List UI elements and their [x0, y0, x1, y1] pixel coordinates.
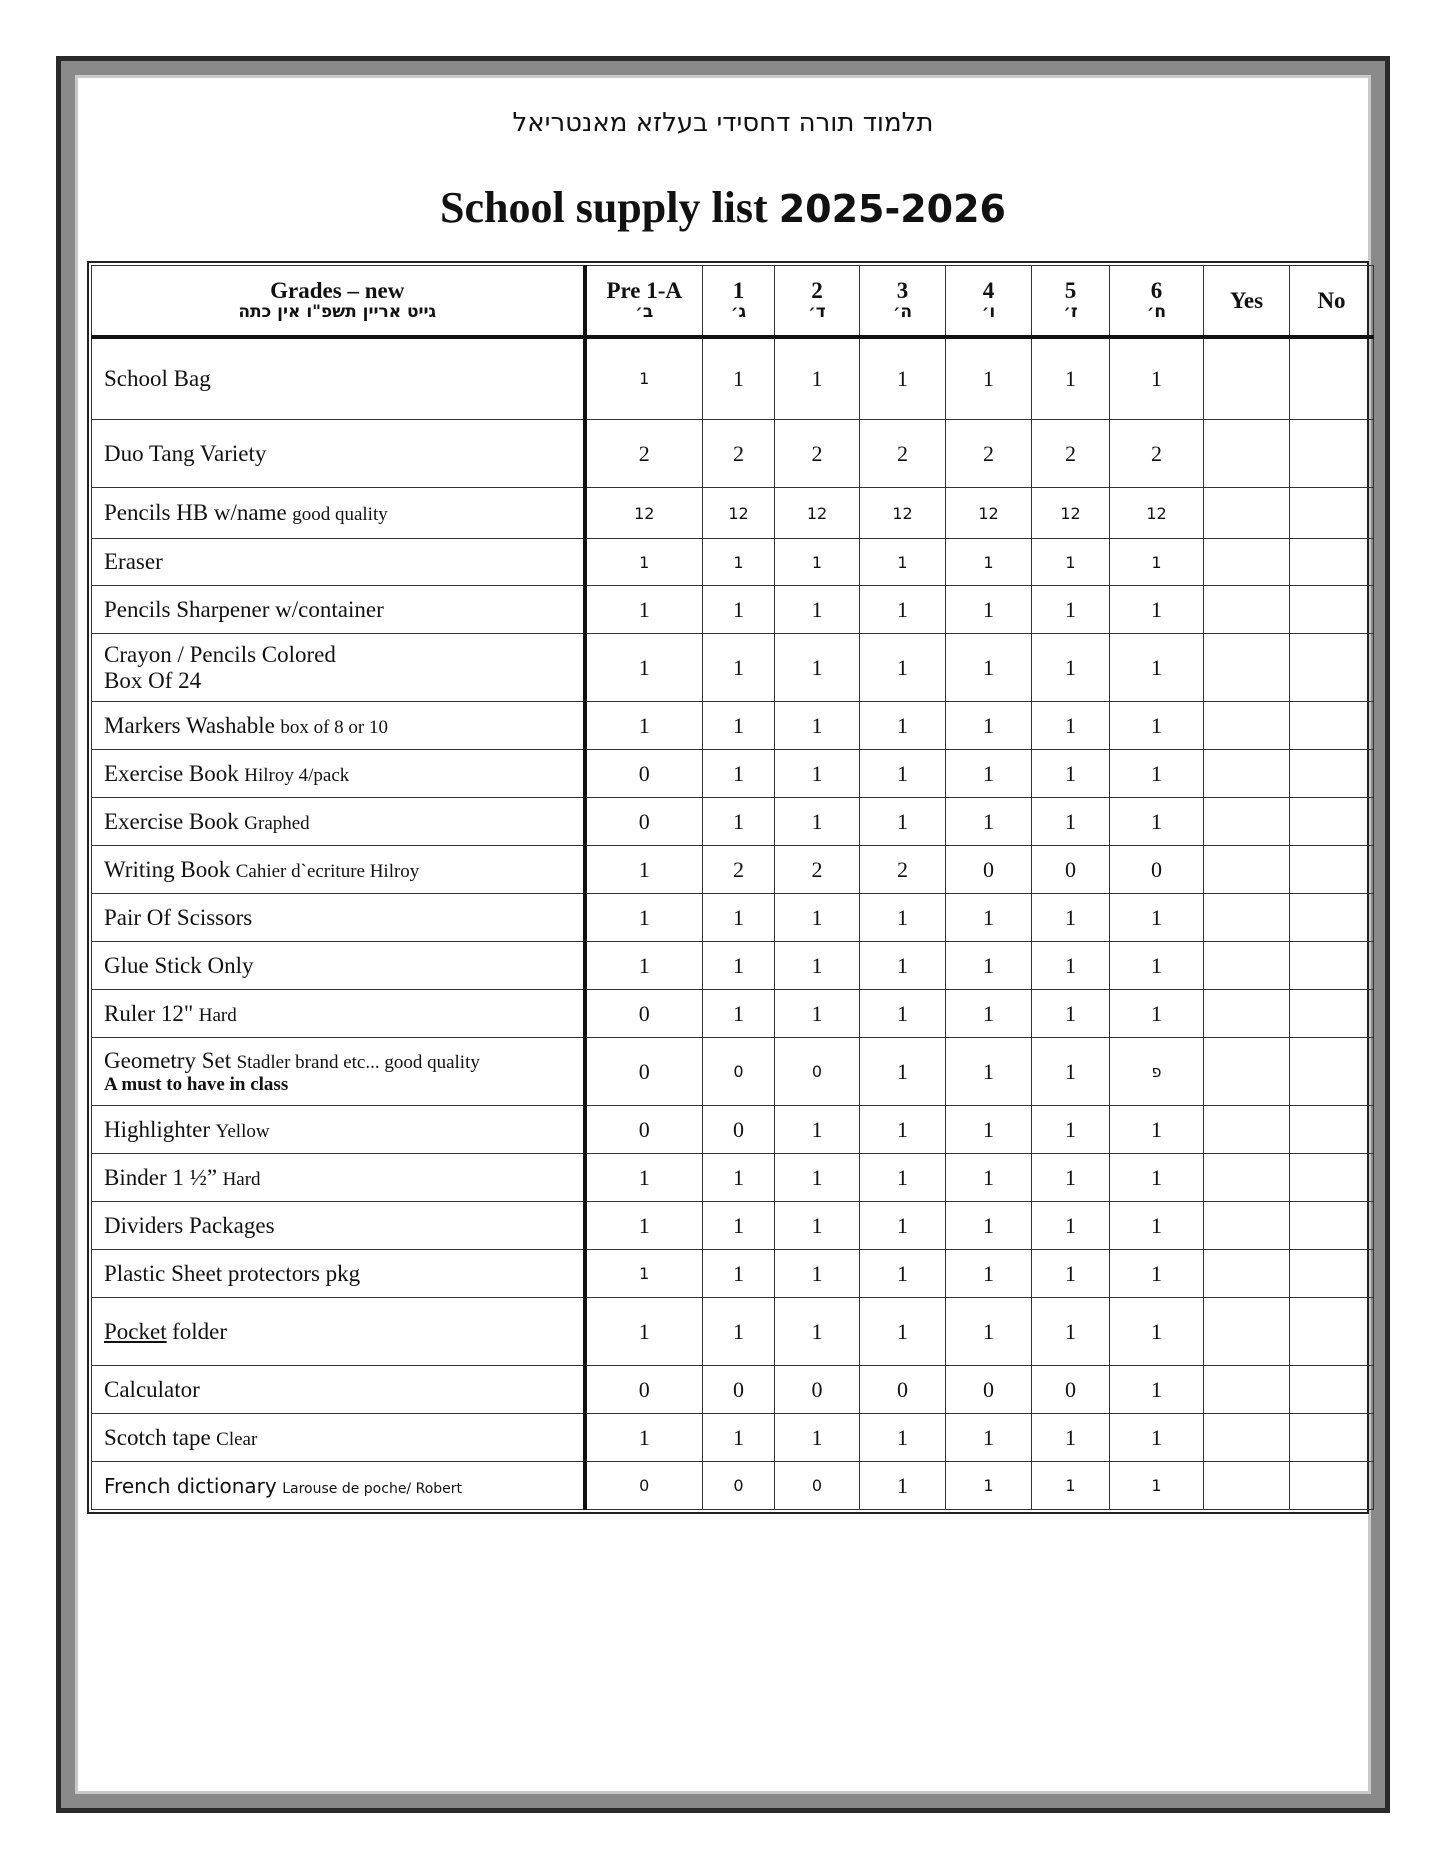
qty-cell: 0: [585, 1462, 703, 1510]
qty-cell: 1: [860, 894, 946, 942]
qty-cell: 1: [1032, 1414, 1110, 1462]
col-header-grade-3: 3 ה׳: [860, 266, 946, 337]
qty-cell: 1: [703, 1202, 775, 1250]
yes-checkbox-cell[interactable]: [1204, 942, 1290, 990]
no-checkbox-cell[interactable]: [1290, 1250, 1374, 1298]
col-header-grade-1: 1 ג׳: [703, 266, 775, 337]
header-row: [92, 266, 1374, 337]
qty-cell: 1: [860, 586, 946, 634]
no-checkbox-cell[interactable]: [1290, 1414, 1374, 1462]
qty-cell: 2: [860, 846, 946, 894]
qty-cell: 1: [1032, 1462, 1110, 1510]
no-checkbox-cell[interactable]: [1290, 1038, 1374, 1106]
qty-cell: 1: [775, 894, 860, 942]
table-row: [92, 1154, 1374, 1202]
qty-cell: 0: [1110, 846, 1204, 894]
qty-cell: 0: [1032, 846, 1110, 894]
qty-cell: 1: [1110, 586, 1204, 634]
yes-checkbox-cell[interactable]: [1204, 586, 1290, 634]
yes-checkbox-cell[interactable]: [1204, 990, 1290, 1038]
table-row: [92, 586, 1374, 634]
table-row: [92, 1038, 1374, 1106]
qty-cell: 0: [585, 798, 703, 846]
table-row: [92, 1414, 1374, 1462]
qty-cell: 1: [585, 942, 703, 990]
item-cell: Highlighter Yellow: [92, 1106, 585, 1154]
qty-cell: 1: [1032, 990, 1110, 1038]
qty-cell: 1: [946, 798, 1032, 846]
qty-cell: 2: [775, 846, 860, 894]
table-row: [92, 1250, 1374, 1298]
qty-cell: 1: [703, 990, 775, 1038]
qty-cell: 1: [703, 1154, 775, 1202]
qty-cell: 1: [703, 750, 775, 798]
item-cell: Scotch tape Clear: [92, 1414, 585, 1462]
no-checkbox-cell[interactable]: [1290, 1202, 1374, 1250]
qty-cell: 2: [585, 420, 703, 488]
item-cell: Dividers Packages: [92, 1202, 585, 1250]
qty-cell: 2: [860, 420, 946, 488]
qty-cell: 1: [946, 634, 1032, 702]
qty-cell: 1: [1032, 1154, 1110, 1202]
qty-cell: 1: [946, 1106, 1032, 1154]
qty-cell: 12: [860, 488, 946, 539]
no-checkbox-cell[interactable]: [1290, 1366, 1374, 1414]
qty-cell: 1: [1110, 702, 1204, 750]
qty-cell: 0: [585, 750, 703, 798]
qty-cell: 1: [946, 1202, 1032, 1250]
qty-cell: 1: [775, 539, 860, 586]
table-row: [92, 1298, 1374, 1366]
item-cell: Pencils Sharpener w/container: [92, 586, 585, 634]
qty-cell: 1: [1110, 894, 1204, 942]
page-border-inner: [75, 75, 1371, 1794]
qty-cell: 1: [1032, 1250, 1110, 1298]
qty-cell: 1: [703, 702, 775, 750]
qty-cell: 0: [860, 1366, 946, 1414]
qty-cell: 1: [946, 337, 1032, 420]
qty-cell: 1: [1032, 750, 1110, 798]
table-row: [92, 1462, 1374, 1510]
qty-cell: 1: [1032, 1202, 1110, 1250]
supply-table: [91, 265, 1374, 1510]
no-checkbox-cell[interactable]: [1290, 337, 1374, 420]
item-cell: Crayon / Pencils Colored Box Of 24: [92, 634, 585, 702]
qty-cell: 1: [585, 1250, 703, 1298]
col-header-grades: Grades – new גייט אריין תשפ"ו אין כתה: [92, 266, 585, 337]
qty-cell: 1: [946, 1298, 1032, 1366]
qty-cell: 2: [775, 420, 860, 488]
title-text: School supply list: [440, 183, 779, 232]
qty-cell: 1: [775, 1414, 860, 1462]
yes-checkbox-cell[interactable]: [1204, 1298, 1290, 1366]
qty-cell: 12: [775, 488, 860, 539]
qty-cell: 0: [703, 1366, 775, 1414]
qty-cell: 0: [946, 1366, 1032, 1414]
yes-checkbox-cell[interactable]: [1204, 702, 1290, 750]
qty-cell: 12: [1032, 488, 1110, 539]
qty-cell: 1: [703, 1414, 775, 1462]
qty-cell: 1: [946, 942, 1032, 990]
qty-cell: 1: [703, 942, 775, 990]
qty-cell: 1: [946, 702, 1032, 750]
qty-cell: 1: [775, 1202, 860, 1250]
qty-cell: 1: [1032, 586, 1110, 634]
qty-cell: 0: [585, 1106, 703, 1154]
no-checkbox-cell[interactable]: [1290, 894, 1374, 942]
qty-cell: 1: [946, 1414, 1032, 1462]
qty-cell: 1: [860, 634, 946, 702]
table-row: [92, 337, 1374, 420]
qty-cell: 1: [1032, 1106, 1110, 1154]
no-checkbox-cell[interactable]: [1290, 1462, 1374, 1510]
qty-cell: 1: [703, 634, 775, 702]
yes-checkbox-cell[interactable]: [1204, 539, 1290, 586]
qty-cell: 12: [585, 488, 703, 539]
qty-cell: 1: [585, 702, 703, 750]
qty-cell: 1: [775, 1298, 860, 1366]
item-cell: Calculator: [92, 1366, 585, 1414]
item-cell: French dictionary Larouse de poche/ Robert: [92, 1462, 585, 1510]
qty-cell: 1: [703, 1250, 775, 1298]
qty-cell: 1: [860, 750, 946, 798]
qty-cell: 2: [703, 846, 775, 894]
item-cell: Binder 1 ½” Hard: [92, 1154, 585, 1202]
qty-cell: 12: [946, 488, 1032, 539]
col-header-grade-6: 6 ח׳: [1110, 266, 1204, 337]
qty-cell: 1: [1110, 1202, 1204, 1250]
item-cell: Exercise Book Graphed: [92, 798, 585, 846]
table-row: [92, 750, 1374, 798]
yes-checkbox-cell[interactable]: [1204, 894, 1290, 942]
qty-cell: 1: [860, 1250, 946, 1298]
table-row: [92, 420, 1374, 488]
qty-cell: 2: [1110, 420, 1204, 488]
yes-checkbox-cell[interactable]: [1204, 846, 1290, 894]
qty-cell: 1: [1110, 634, 1204, 702]
qty-cell: 1: [1110, 1366, 1204, 1414]
item-cell: Geometry Set Stadler brand etc... good quality A must to have in class: [92, 1038, 585, 1106]
col-header-pre1a: Pre 1-A ב׳: [585, 266, 703, 337]
no-checkbox-cell[interactable]: [1290, 990, 1374, 1038]
qty-cell: 1: [946, 990, 1032, 1038]
supply-table-frame: [87, 261, 1369, 1514]
qty-cell: 1: [1110, 539, 1204, 586]
qty-cell: 1: [860, 1038, 946, 1106]
qty-cell: 1: [585, 1154, 703, 1202]
qty-cell: 1: [585, 846, 703, 894]
qty-cell: 1: [585, 1202, 703, 1250]
no-checkbox-cell[interactable]: [1290, 846, 1374, 894]
qty-cell: 1: [946, 539, 1032, 586]
qty-cell: 2: [1032, 420, 1110, 488]
qty-cell: 1: [1110, 1106, 1204, 1154]
qty-cell: 0: [1032, 1366, 1110, 1414]
school-name: תלמוד תורה דחסידי בעלזא מאנטריאל: [512, 108, 934, 138]
qty-cell: 1: [775, 634, 860, 702]
qty-cell: פ: [1110, 1038, 1204, 1106]
item-cell: School Bag: [92, 337, 585, 420]
qty-cell: 1: [1032, 702, 1110, 750]
qty-cell: 1: [860, 798, 946, 846]
no-checkbox-cell[interactable]: [1290, 798, 1374, 846]
qty-cell: 1: [1110, 1462, 1204, 1510]
qty-cell: 1: [585, 337, 703, 420]
qty-cell: 1: [775, 750, 860, 798]
yes-checkbox-cell[interactable]: [1204, 750, 1290, 798]
yes-checkbox-cell[interactable]: [1204, 1462, 1290, 1510]
qty-cell: 1: [860, 337, 946, 420]
yes-checkbox-cell[interactable]: [1204, 1202, 1290, 1250]
qty-cell: 2: [703, 420, 775, 488]
qty-cell: 1: [1032, 634, 1110, 702]
col-header-grade-2: 2 ד׳: [775, 266, 860, 337]
qty-cell: 1: [860, 702, 946, 750]
qty-cell: 1: [860, 1414, 946, 1462]
table-row: [92, 488, 1374, 539]
qty-cell: 1: [1032, 337, 1110, 420]
qty-cell: 0: [946, 846, 1032, 894]
qty-cell: 0: [703, 1462, 775, 1510]
no-checkbox-cell[interactable]: [1290, 488, 1374, 539]
qty-cell: 1: [860, 539, 946, 586]
yes-checkbox-cell[interactable]: [1204, 337, 1290, 420]
no-checkbox-cell[interactable]: [1290, 586, 1374, 634]
item-cell: Pair Of Scissors: [92, 894, 585, 942]
col-header-grade-5: 5 ז׳: [1032, 266, 1110, 337]
qty-cell: 1: [1110, 942, 1204, 990]
qty-cell: 0: [703, 1038, 775, 1106]
qty-cell: 12: [1110, 488, 1204, 539]
item-cell: Eraser: [92, 539, 585, 586]
qty-cell: 12: [703, 488, 775, 539]
qty-cell: 1: [1110, 1298, 1204, 1366]
no-checkbox-cell[interactable]: [1290, 539, 1374, 586]
qty-cell: 1: [946, 1250, 1032, 1298]
qty-cell: 1: [775, 1250, 860, 1298]
qty-cell: 1: [775, 1154, 860, 1202]
qty-cell: 1: [703, 539, 775, 586]
yes-checkbox-cell[interactable]: [1204, 488, 1290, 539]
qty-cell: 1: [703, 798, 775, 846]
qty-cell: 0: [585, 1038, 703, 1106]
yes-checkbox-cell[interactable]: [1204, 1038, 1290, 1106]
qty-cell: 1: [585, 894, 703, 942]
table-row: [92, 990, 1374, 1038]
qty-cell: 1: [775, 990, 860, 1038]
table-row: [92, 1106, 1374, 1154]
qty-cell: 1: [585, 1298, 703, 1366]
table-row: [92, 702, 1374, 750]
item-cell: Pencils HB w/name good quality: [92, 488, 585, 539]
qty-cell: 1: [1032, 539, 1110, 586]
page-title: [78, 182, 1368, 233]
qty-cell: 0: [775, 1462, 860, 1510]
qty-cell: 1: [775, 702, 860, 750]
qty-cell: 1: [946, 1038, 1032, 1106]
item-cell: Pocket folder: [92, 1298, 585, 1366]
item-cell: Glue Stick Only: [92, 942, 585, 990]
qty-cell: 1: [775, 1106, 860, 1154]
qty-cell: 1: [860, 942, 946, 990]
col-header-no: No: [1290, 266, 1374, 337]
qty-cell: 1: [946, 586, 1032, 634]
item-cell: Plastic Sheet protectors pkg: [92, 1250, 585, 1298]
qty-cell: 1: [585, 586, 703, 634]
qty-cell: 1: [1110, 1414, 1204, 1462]
qty-cell: 1: [1032, 942, 1110, 990]
qty-cell: 1: [860, 990, 946, 1038]
qty-cell: 1: [1032, 1038, 1110, 1106]
qty-cell: 2: [946, 420, 1032, 488]
item-cell: Writing Book Cahier d`ecriture Hilroy: [92, 846, 585, 894]
item-cell: Markers Washable box of 8 or 10: [92, 702, 585, 750]
yes-checkbox-cell[interactable]: [1204, 1154, 1290, 1202]
qty-cell: 1: [585, 539, 703, 586]
qty-cell: 1: [585, 1414, 703, 1462]
yes-checkbox-cell[interactable]: [1204, 798, 1290, 846]
table-row: [92, 1202, 1374, 1250]
qty-cell: 1: [703, 1298, 775, 1366]
qty-cell: 1: [860, 1154, 946, 1202]
no-checkbox-cell[interactable]: [1290, 942, 1374, 990]
yes-checkbox-cell[interactable]: [1204, 1414, 1290, 1462]
qty-cell: 1: [1110, 1154, 1204, 1202]
table-row: [92, 634, 1374, 702]
qty-cell: 1: [775, 337, 860, 420]
yes-checkbox-cell[interactable]: [1204, 1250, 1290, 1298]
qty-cell: 1: [860, 1106, 946, 1154]
qty-cell: 1: [775, 942, 860, 990]
no-checkbox-cell[interactable]: [1290, 750, 1374, 798]
col-header-grade-4: 4 ו׳: [946, 266, 1032, 337]
title-year: 2025-2026: [778, 187, 1006, 231]
qty-cell: 1: [946, 894, 1032, 942]
no-checkbox-cell[interactable]: [1290, 420, 1374, 488]
qty-cell: 0: [585, 990, 703, 1038]
qty-cell: 1: [946, 1154, 1032, 1202]
qty-cell: 0: [775, 1366, 860, 1414]
yes-checkbox-cell[interactable]: [1204, 634, 1290, 702]
yes-checkbox-cell[interactable]: [1204, 420, 1290, 488]
qty-cell: 1: [1110, 337, 1204, 420]
no-checkbox-cell[interactable]: [1290, 702, 1374, 750]
no-checkbox-cell[interactable]: [1290, 1106, 1374, 1154]
qty-cell: 1: [1110, 798, 1204, 846]
qty-cell: 1: [703, 894, 775, 942]
page-border-outer: [56, 56, 1390, 1813]
yes-checkbox-cell[interactable]: [1204, 1106, 1290, 1154]
qty-cell: 1: [860, 1298, 946, 1366]
qty-cell: 0: [585, 1366, 703, 1414]
no-checkbox-cell[interactable]: [1290, 1298, 1374, 1366]
qty-cell: 1: [1110, 750, 1204, 798]
yes-checkbox-cell[interactable]: [1204, 1366, 1290, 1414]
table-row: [92, 539, 1374, 586]
qty-cell: 1: [703, 337, 775, 420]
qty-cell: 0: [775, 1038, 860, 1106]
qty-cell: 1: [1032, 798, 1110, 846]
item-cell: Ruler 12" Hard: [92, 990, 585, 1038]
qty-cell: 1: [946, 1462, 1032, 1510]
col-header-yes: Yes: [1204, 266, 1290, 337]
no-checkbox-cell[interactable]: [1290, 1154, 1374, 1202]
qty-cell: 1: [1032, 1298, 1110, 1366]
qty-cell: 1: [1110, 1250, 1204, 1298]
qty-cell: 1: [703, 586, 775, 634]
qty-cell: 1: [1032, 894, 1110, 942]
qty-cell: 1: [585, 634, 703, 702]
qty-cell: 0: [703, 1106, 775, 1154]
qty-cell: 1: [775, 798, 860, 846]
table-row: [92, 1366, 1374, 1414]
qty-cell: 1: [860, 1202, 946, 1250]
qty-cell: 1: [775, 586, 860, 634]
qty-cell: 1: [860, 1462, 946, 1510]
qty-cell: 1: [946, 750, 1032, 798]
table-row: [92, 798, 1374, 846]
table-row: [92, 846, 1374, 894]
item-cell: Duo Tang Variety: [92, 420, 585, 488]
table-row: [92, 942, 1374, 990]
qty-cell: 1: [1110, 990, 1204, 1038]
table-row: [92, 894, 1374, 942]
item-cell: Exercise Book Hilroy 4/pack: [92, 750, 585, 798]
no-checkbox-cell[interactable]: [1290, 634, 1374, 702]
